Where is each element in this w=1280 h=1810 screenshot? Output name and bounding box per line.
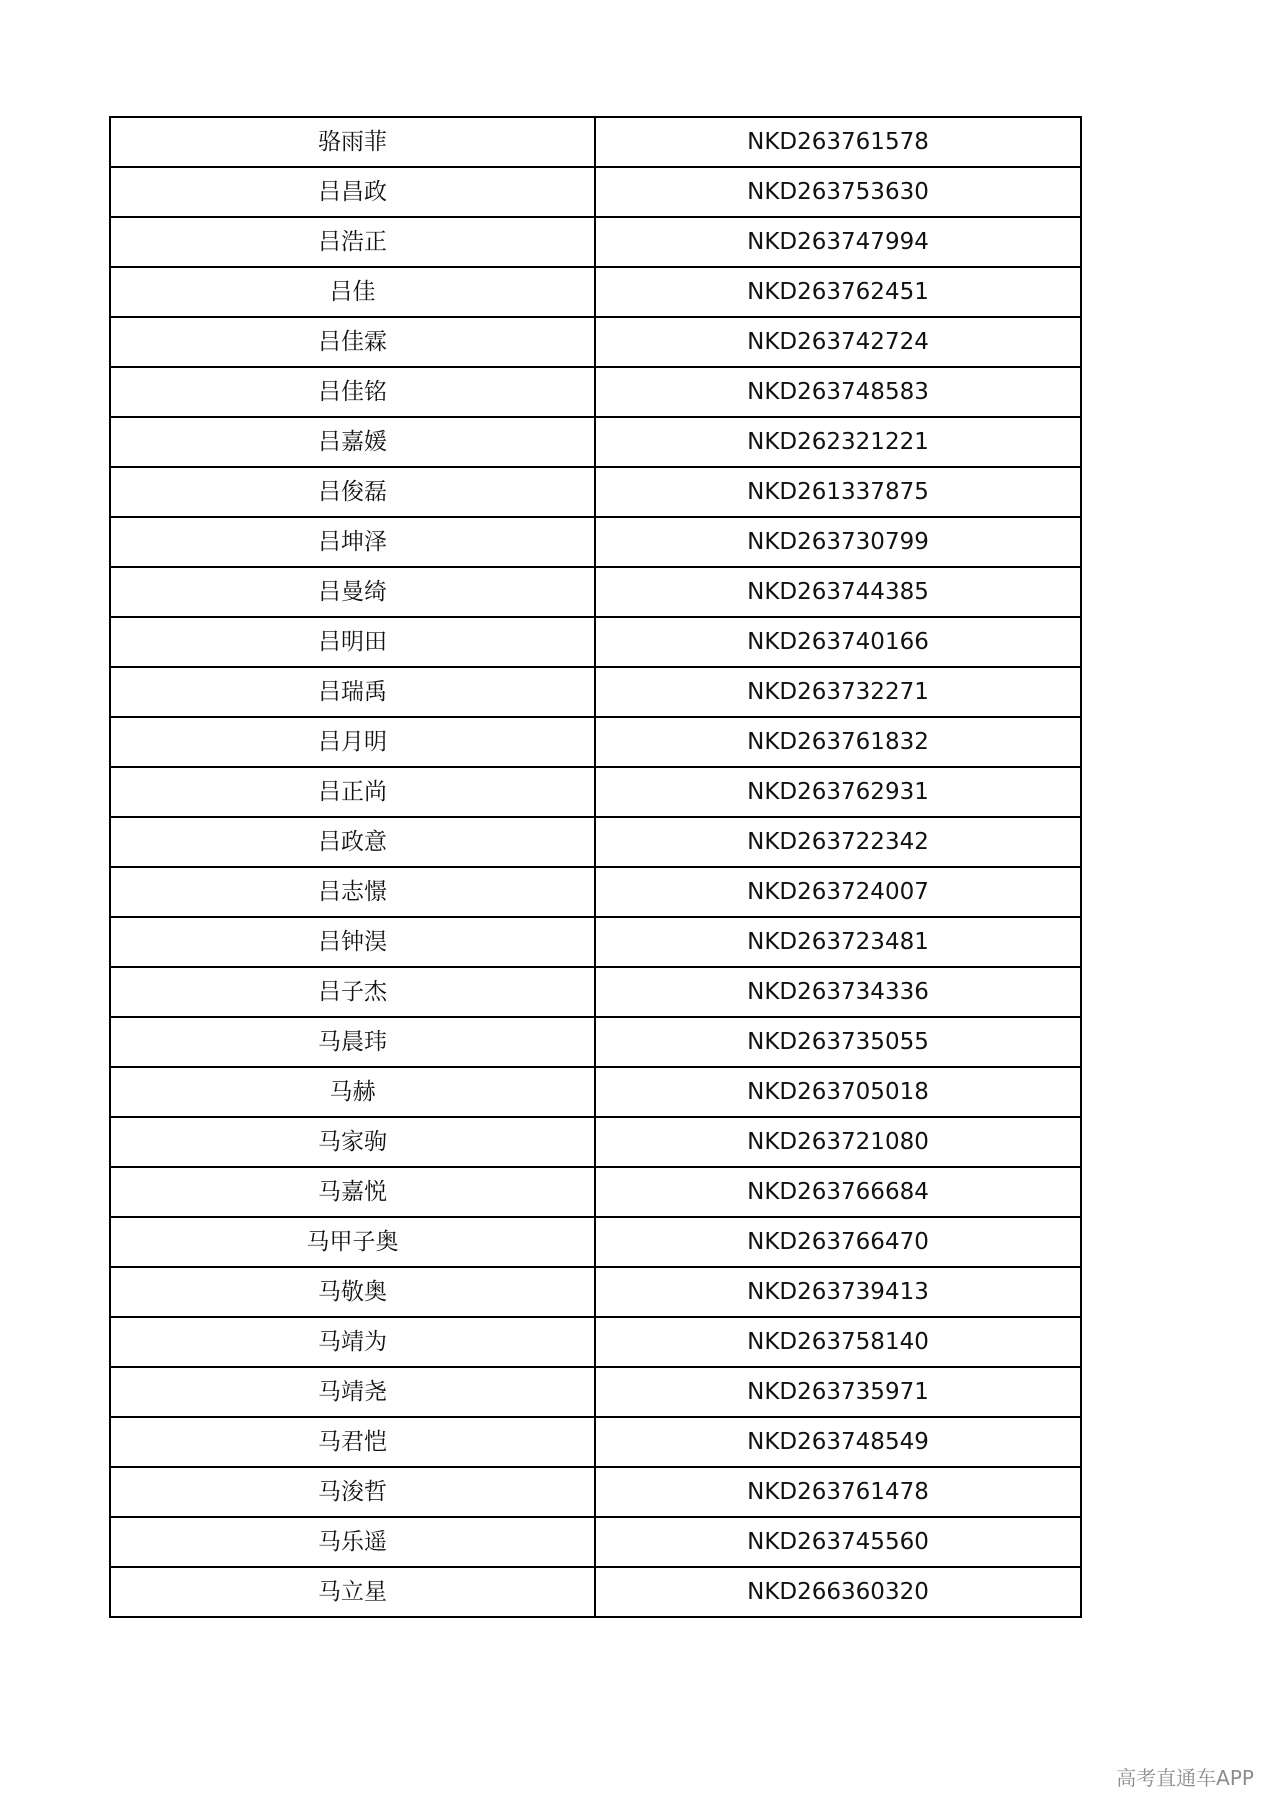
student-name-cell: 马嘉悦: [110, 1167, 595, 1217]
registration-id-cell: NKD263762931: [595, 767, 1081, 817]
registration-id-cell: NKD263747994: [595, 217, 1081, 267]
table-row: [110, 217, 1081, 267]
student-name-cell: 吕子杰: [110, 967, 595, 1017]
registration-id-cell: NKD261337875: [595, 467, 1081, 517]
registration-id-cell: NKD263761578: [595, 117, 1081, 167]
registration-id-cell: NKD263723481: [595, 917, 1081, 967]
registration-id-cell: NKD266360320: [595, 1567, 1081, 1617]
student-name-cell: 马乐遥: [110, 1517, 595, 1567]
registration-id-cell: NKD263734336: [595, 967, 1081, 1017]
table-row: [110, 917, 1081, 967]
table-row: [110, 1167, 1081, 1217]
table-row: [110, 817, 1081, 867]
registration-id-cell: NKD263730799: [595, 517, 1081, 567]
table-row: [110, 767, 1081, 817]
registration-id-cell: NKD263705018: [595, 1067, 1081, 1117]
registration-id-cell: NKD263748583: [595, 367, 1081, 417]
table-row: [110, 1367, 1081, 1417]
table-row: [110, 1117, 1081, 1167]
table-row: [110, 1267, 1081, 1317]
table-row: [110, 1417, 1081, 1467]
student-name-cell: 马敬奥: [110, 1267, 595, 1317]
table-row: [110, 1467, 1081, 1517]
table-row: [110, 867, 1081, 917]
student-name-cell: 吕钟淏: [110, 917, 595, 967]
table-row: [110, 367, 1081, 417]
registration-id-cell: NKD263740166: [595, 617, 1081, 667]
registration-id-cell: NKD263758140: [595, 1317, 1081, 1367]
registration-id-cell: NKD263761832: [595, 717, 1081, 767]
registration-id-cell: NKD263753630: [595, 167, 1081, 217]
watermark: 高考直通车APP: [1116, 1766, 1254, 1790]
student-name-cell: 吕嘉媛: [110, 417, 595, 467]
student-name-cell: 吕曼绮: [110, 567, 595, 617]
registration-id-cell: NKD263735971: [595, 1367, 1081, 1417]
student-name-cell: 马甲子奥: [110, 1217, 595, 1267]
table-row: [110, 617, 1081, 667]
student-name-cell: 吕佳霖: [110, 317, 595, 367]
table-row: [110, 967, 1081, 1017]
student-name-cell: 马君恺: [110, 1417, 595, 1467]
table-row: [110, 567, 1081, 617]
student-name-cell: 吕俊磊: [110, 467, 595, 517]
student-name-cell: 吕正尚: [110, 767, 595, 817]
student-name-cell: 马晨玮: [110, 1017, 595, 1067]
table-row: [110, 517, 1081, 567]
student-name-cell: 马靖为: [110, 1317, 595, 1367]
table-row: [110, 467, 1081, 517]
student-name-cell: 吕浩正: [110, 217, 595, 267]
registration-id-cell: NKD263724007: [595, 867, 1081, 917]
table-row: [110, 1517, 1081, 1567]
registration-id-cell: NKD263761478: [595, 1467, 1081, 1517]
student-name-cell: 吕志憬: [110, 867, 595, 917]
registration-id-cell: NKD263766470: [595, 1217, 1081, 1267]
registration-id-cell: NKD263735055: [595, 1017, 1081, 1067]
student-name-cell: 吕昌政: [110, 167, 595, 217]
student-name-cell: 马家驹: [110, 1117, 595, 1167]
registration-id-cell: NKD262321221: [595, 417, 1081, 467]
roster-table: [109, 116, 1082, 1618]
table-row: [110, 167, 1081, 217]
table-row: [110, 417, 1081, 467]
registration-id-cell: NKD263722342: [595, 817, 1081, 867]
table-row: [110, 1217, 1081, 1267]
registration-id-cell: NKD263744385: [595, 567, 1081, 617]
student-name-cell: 吕坤泽: [110, 517, 595, 567]
table-row: [110, 1017, 1081, 1067]
table-row: [110, 1567, 1081, 1617]
table-row: [110, 317, 1081, 367]
table-row: [110, 117, 1081, 167]
student-name-cell: 吕瑞禹: [110, 667, 595, 717]
table-row: [110, 717, 1081, 767]
student-name-cell: 吕佳: [110, 267, 595, 317]
registration-id-cell: NKD263732271: [595, 667, 1081, 717]
student-name-cell: 吕政意: [110, 817, 595, 867]
registration-id-cell: NKD263748549: [595, 1417, 1081, 1467]
roster-table-body: [110, 117, 1081, 1617]
student-name-cell: 马浚哲: [110, 1467, 595, 1517]
student-name-cell: 吕佳铭: [110, 367, 595, 417]
student-name-cell: 马立星: [110, 1567, 595, 1617]
student-name-cell: 马靖尧: [110, 1367, 595, 1417]
registration-id-cell: NKD263742724: [595, 317, 1081, 367]
student-name-cell: 骆雨菲: [110, 117, 595, 167]
table-row: [110, 667, 1081, 717]
registration-id-cell: NKD263766684: [595, 1167, 1081, 1217]
table-row: [110, 1317, 1081, 1367]
student-name-cell: 吕月明: [110, 717, 595, 767]
registration-id-cell: NKD263739413: [595, 1267, 1081, 1317]
registration-id-cell: NKD263745560: [595, 1517, 1081, 1567]
table-row: [110, 1067, 1081, 1117]
registration-id-cell: NKD263762451: [595, 267, 1081, 317]
registration-id-cell: NKD263721080: [595, 1117, 1081, 1167]
student-name-cell: 吕明田: [110, 617, 595, 667]
student-name-cell: 马赫: [110, 1067, 595, 1117]
table-row: [110, 267, 1081, 317]
